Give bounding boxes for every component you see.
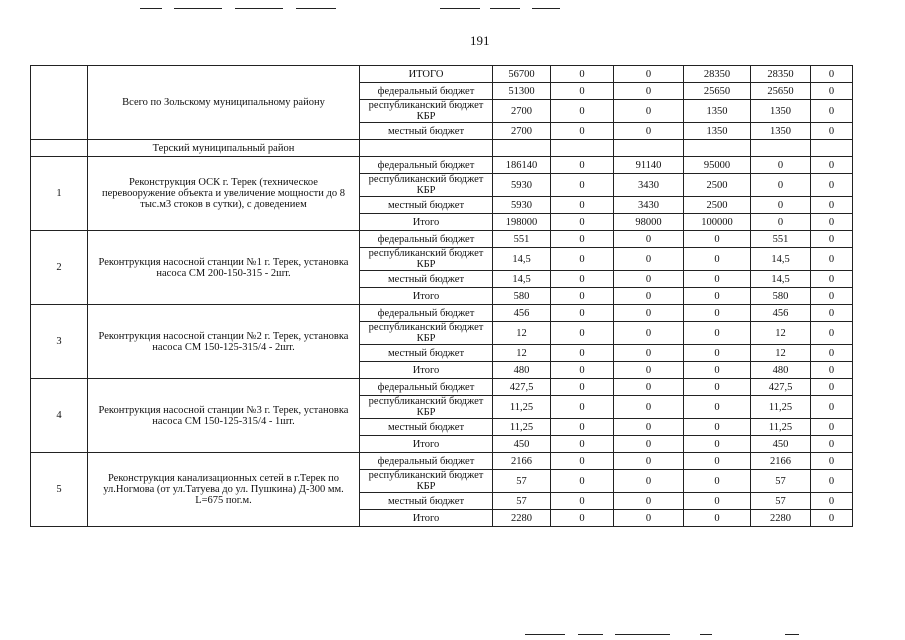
amount-cell: 551 <box>751 231 811 248</box>
funding-source: республиканский бюджет КБР <box>360 322 493 345</box>
amount-cell: 11,25 <box>493 419 551 436</box>
amount-cell: 0 <box>684 362 751 379</box>
funding-source: местный бюджет <box>360 123 493 140</box>
funding-source: Итого <box>360 436 493 453</box>
amount-cell: 0 <box>811 66 853 83</box>
table-row <box>31 231 853 248</box>
table-row <box>31 305 853 322</box>
amount-cell: 91140 <box>614 157 684 174</box>
table-row <box>31 66 853 83</box>
amount-cell: 456 <box>493 305 551 322</box>
amount-cell: 0 <box>551 322 614 345</box>
amount-cell: 0 <box>551 436 614 453</box>
amount-cell: 0 <box>551 470 614 493</box>
amount-cell: 0 <box>811 123 853 140</box>
funding-source: ИТОГО <box>360 66 493 83</box>
amount-cell: 0 <box>684 288 751 305</box>
amount-cell: 0 <box>551 66 614 83</box>
amount-cell: 3430 <box>614 174 684 197</box>
amount-cell: 0 <box>614 419 684 436</box>
amount-cell: 2500 <box>684 197 751 214</box>
amount-cell: 0 <box>811 288 853 305</box>
amount-cell: 480 <box>751 362 811 379</box>
amount-cell: 0 <box>811 248 853 271</box>
empty-cell <box>360 140 493 157</box>
funding-source: федеральный бюджет <box>360 453 493 470</box>
district-header-row <box>31 140 853 157</box>
district-header: Терский муниципальный район <box>88 140 360 157</box>
amount-cell: 0 <box>614 322 684 345</box>
row-number: 2 <box>31 231 88 305</box>
amount-cell: 2280 <box>751 510 811 527</box>
amount-cell: 57 <box>751 493 811 510</box>
amount-cell: 5930 <box>493 197 551 214</box>
amount-cell: 0 <box>551 493 614 510</box>
table-row <box>31 379 853 396</box>
amount-cell: 25650 <box>751 83 811 100</box>
amount-cell: 11,25 <box>493 396 551 419</box>
amount-cell: 2700 <box>493 123 551 140</box>
funding-source: федеральный бюджет <box>360 379 493 396</box>
amount-cell: 0 <box>614 453 684 470</box>
amount-cell: 57 <box>493 470 551 493</box>
amount-cell: 3430 <box>614 197 684 214</box>
amount-cell: 580 <box>751 288 811 305</box>
empty-cell <box>811 140 853 157</box>
table-row <box>31 453 853 470</box>
amount-cell: 0 <box>811 174 853 197</box>
amount-cell: 28350 <box>751 66 811 83</box>
amount-cell: 0 <box>811 436 853 453</box>
amount-cell: 25650 <box>684 83 751 100</box>
amount-cell: 0 <box>614 288 684 305</box>
amount-cell: 0 <box>684 396 751 419</box>
funding-source: федеральный бюджет <box>360 305 493 322</box>
amount-cell: 0 <box>811 322 853 345</box>
amount-cell: 0 <box>614 100 684 123</box>
amount-cell: 551 <box>493 231 551 248</box>
page-number: 191 <box>470 33 490 48</box>
row-number: 3 <box>31 305 88 379</box>
project-name: Реконтрукция насосной станции №3 г. Терек, установка насоса СМ 150-125-315/4 - 1шт. <box>88 379 360 453</box>
funding-source: местный бюджет <box>360 345 493 362</box>
funding-source: республиканский бюджет КБР <box>360 396 493 419</box>
amount-cell: 100000 <box>684 214 751 231</box>
empty-cell <box>493 140 551 157</box>
amount-cell: 0 <box>551 379 614 396</box>
amount-cell: 427,5 <box>493 379 551 396</box>
amount-cell: 0 <box>684 305 751 322</box>
amount-cell: 0 <box>551 83 614 100</box>
amount-cell: 1350 <box>751 123 811 140</box>
amount-cell: 51300 <box>493 83 551 100</box>
project-name: Реконструкция ОСК г. Терек (техническое перевооружение объекта и увеличение мощности до 8 тыс.м3 стоков в сутки), с доведением <box>88 157 360 231</box>
amount-cell: 0 <box>614 271 684 288</box>
amount-cell: 1350 <box>684 100 751 123</box>
amount-cell: 198000 <box>493 214 551 231</box>
amount-cell: 12 <box>751 322 811 345</box>
amount-cell: 0 <box>551 157 614 174</box>
amount-cell: 0 <box>551 231 614 248</box>
funding-source: местный бюджет <box>360 197 493 214</box>
amount-cell: 186140 <box>493 157 551 174</box>
amount-cell: 0 <box>551 305 614 322</box>
project-name: Реконструкция канализационных сетей в г.Терек по ул.Ногмова (от ул.Татуева до ул. Пушкина) Д-300 мм. L=675 пог.м. <box>88 453 360 527</box>
amount-cell: 95000 <box>684 157 751 174</box>
summary-title: Всего по Зольскому муниципальному району <box>88 66 360 140</box>
amount-cell: 0 <box>551 510 614 527</box>
project-name: Реконтрукция насосной станции №2 г. Терек, установка насоса СМ 150-125-315/4 - 2шт. <box>88 305 360 379</box>
amount-cell: 0 <box>811 379 853 396</box>
amount-cell: 28350 <box>684 66 751 83</box>
funding-source: местный бюджет <box>360 419 493 436</box>
amount-cell: 0 <box>684 453 751 470</box>
amount-cell: 2280 <box>493 510 551 527</box>
amount-cell: 0 <box>614 248 684 271</box>
amount-cell: 0 <box>811 470 853 493</box>
amount-cell: 0 <box>684 493 751 510</box>
amount-cell: 0 <box>811 345 853 362</box>
amount-cell: 5930 <box>493 174 551 197</box>
amount-cell: 0 <box>811 362 853 379</box>
amount-cell: 1350 <box>751 100 811 123</box>
amount-cell: 0 <box>614 379 684 396</box>
amount-cell: 450 <box>493 436 551 453</box>
funding-source: республиканский бюджет КБР <box>360 100 493 123</box>
amount-cell: 456 <box>751 305 811 322</box>
funding-source: Итого <box>360 362 493 379</box>
amount-cell: 0 <box>551 271 614 288</box>
amount-cell: 2500 <box>684 174 751 197</box>
amount-cell: 0 <box>811 419 853 436</box>
amount-cell: 0 <box>811 305 853 322</box>
amount-cell: 0 <box>811 453 853 470</box>
amount-cell: 2166 <box>751 453 811 470</box>
row-number: 1 <box>31 157 88 231</box>
amount-cell: 0 <box>551 396 614 419</box>
funding-table <box>30 65 853 527</box>
amount-cell: 56700 <box>493 66 551 83</box>
amount-cell: 0 <box>811 231 853 248</box>
top-scan-marks <box>140 8 610 12</box>
amount-cell: 0 <box>551 214 614 231</box>
amount-cell: 0 <box>751 174 811 197</box>
amount-cell: 0 <box>811 197 853 214</box>
empty-cell <box>551 140 614 157</box>
amount-cell: 12 <box>493 345 551 362</box>
amount-cell: 0 <box>551 197 614 214</box>
amount-cell: 0 <box>684 510 751 527</box>
amount-cell: 0 <box>684 271 751 288</box>
amount-cell: 0 <box>551 100 614 123</box>
funding-source: республиканский бюджет КБР <box>360 248 493 271</box>
funding-source: федеральный бюджет <box>360 83 493 100</box>
empty-cell <box>751 140 811 157</box>
amount-cell: 0 <box>684 322 751 345</box>
amount-cell: 427,5 <box>751 379 811 396</box>
funding-source: местный бюджет <box>360 493 493 510</box>
amount-cell: 0 <box>614 362 684 379</box>
amount-cell: 0 <box>751 214 811 231</box>
amount-cell: 12 <box>493 322 551 345</box>
amount-cell: 57 <box>493 493 551 510</box>
amount-cell: 0 <box>614 345 684 362</box>
amount-cell: 0 <box>684 470 751 493</box>
row-number <box>31 66 88 140</box>
funding-source: Итого <box>360 214 493 231</box>
amount-cell: 0 <box>614 396 684 419</box>
amount-cell: 450 <box>751 436 811 453</box>
funding-source: республиканский бюджет КБР <box>360 470 493 493</box>
amount-cell: 0 <box>684 419 751 436</box>
amount-cell: 0 <box>811 396 853 419</box>
amount-cell: 11,25 <box>751 396 811 419</box>
row-number: 5 <box>31 453 88 527</box>
amount-cell: 0 <box>614 493 684 510</box>
table-body <box>31 66 853 527</box>
project-name: Реконтрукция насосной станции №1 г. Терек, установка насоса СМ 200-150-315 - 2шт. <box>88 231 360 305</box>
amount-cell: 0 <box>751 157 811 174</box>
amount-cell: 12 <box>751 345 811 362</box>
amount-cell: 0 <box>751 197 811 214</box>
amount-cell: 480 <box>493 362 551 379</box>
amount-cell: 0 <box>684 231 751 248</box>
amount-cell: 0 <box>614 470 684 493</box>
amount-cell: 0 <box>551 453 614 470</box>
funding-source: федеральный бюджет <box>360 231 493 248</box>
amount-cell: 14,5 <box>493 271 551 288</box>
amount-cell: 0 <box>551 174 614 197</box>
amount-cell: 2700 <box>493 100 551 123</box>
amount-cell: 0 <box>614 83 684 100</box>
amount-cell: 98000 <box>614 214 684 231</box>
amount-cell: 0 <box>684 248 751 271</box>
empty-cell <box>684 140 751 157</box>
amount-cell: 14,5 <box>751 248 811 271</box>
amount-cell: 0 <box>811 493 853 510</box>
empty-cell <box>614 140 684 157</box>
row-number: 4 <box>31 379 88 453</box>
amount-cell: 0 <box>551 419 614 436</box>
amount-cell: 11,25 <box>751 419 811 436</box>
table-row <box>31 157 853 174</box>
amount-cell: 0 <box>614 305 684 322</box>
amount-cell: 0 <box>811 271 853 288</box>
amount-cell: 2166 <box>493 453 551 470</box>
amount-cell: 0 <box>811 157 853 174</box>
amount-cell: 0 <box>551 345 614 362</box>
amount-cell: 0 <box>614 436 684 453</box>
amount-cell: 0 <box>811 510 853 527</box>
amount-cell: 0 <box>614 123 684 140</box>
amount-cell: 0 <box>614 510 684 527</box>
amount-cell: 0 <box>551 288 614 305</box>
amount-cell: 0 <box>811 214 853 231</box>
amount-cell: 0 <box>614 66 684 83</box>
amount-cell: 0 <box>551 362 614 379</box>
amount-cell: 14,5 <box>751 271 811 288</box>
funding-source: Итого <box>360 288 493 305</box>
funding-source: федеральный бюджет <box>360 157 493 174</box>
empty-cell <box>31 140 88 157</box>
amount-cell: 0 <box>811 83 853 100</box>
amount-cell: 0 <box>551 248 614 271</box>
funding-source: местный бюджет <box>360 271 493 288</box>
amount-cell: 14,5 <box>493 248 551 271</box>
funding-source: Итого <box>360 510 493 527</box>
amount-cell: 580 <box>493 288 551 305</box>
amount-cell: 0 <box>811 100 853 123</box>
amount-cell: 0 <box>614 231 684 248</box>
funding-source: республиканский бюджет КБР <box>360 174 493 197</box>
amount-cell: 57 <box>751 470 811 493</box>
amount-cell: 0 <box>684 345 751 362</box>
amount-cell: 1350 <box>684 123 751 140</box>
amount-cell: 0 <box>551 123 614 140</box>
amount-cell: 0 <box>684 436 751 453</box>
amount-cell: 0 <box>684 379 751 396</box>
